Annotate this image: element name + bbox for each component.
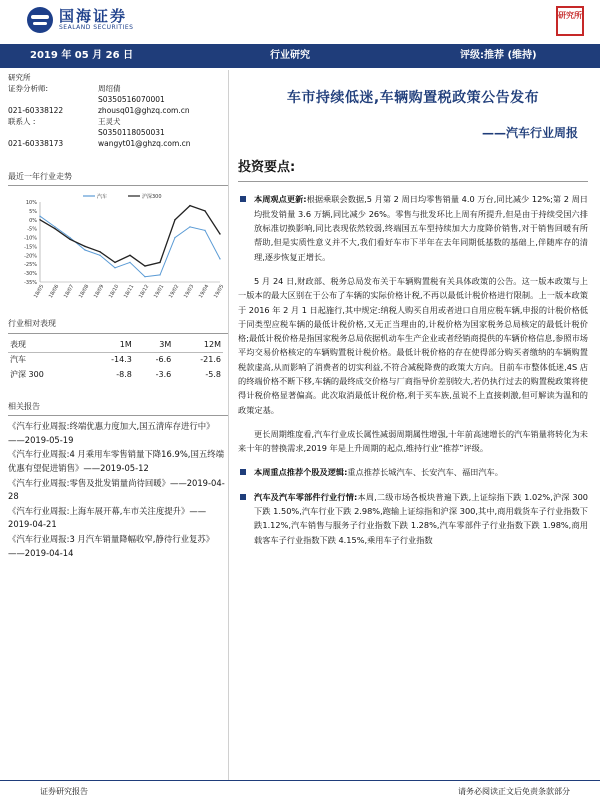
y-tick-label: -15%	[24, 244, 37, 251]
x-tick-label: 18/09	[92, 284, 106, 300]
legend-label: 沪深300	[142, 194, 162, 201]
analyst-email[interactable]: zhousq01@ghzq.com.cn	[98, 106, 190, 115]
table-header: 1M	[84, 338, 134, 353]
data-point	[69, 237, 70, 238]
seal-stamp: 研究所	[556, 6, 584, 36]
data-point	[39, 219, 40, 220]
performance-table	[8, 338, 223, 383]
investment-heading: 投资要点:	[238, 158, 588, 182]
data-point	[219, 234, 220, 235]
data-point	[54, 227, 55, 228]
contact-phone: 021-60338173	[8, 139, 64, 148]
data-point	[174, 219, 175, 220]
weekly-view-paragraph	[238, 192, 588, 263]
perf-title: 行业相对表现	[8, 318, 228, 333]
related-title: 相关报告	[8, 401, 228, 416]
data-point	[54, 228, 55, 229]
weekly-view-text: 根据乘联会数据,5 月第 2 周日均零售销量 4.0 万台,同比减少 12%;第 2 周日均批发销量 3.6 万辆,同比减少 26%。零售与批发环比上周有所提升,但是由于持续受国六排放标准切换影响,同比表现依然较弱,终端国五车型持续加大力度降价销售,对于销售回暖有所帮助,但是实质性意义并不大,我们看好车市下半年在去年同期低基数的基础上,伴随库存的清理,逐步恢复正增长。	[254, 194, 588, 262]
data-point	[189, 205, 190, 206]
analyst-phone: 021-60338122	[8, 106, 64, 115]
contact-email[interactable]: wangyt01@ghzq.com.cn	[98, 139, 191, 148]
data-point	[39, 216, 40, 217]
column-divider	[228, 70, 229, 780]
table-row	[8, 353, 223, 368]
table-cell: -5.8	[205, 370, 221, 380]
x-tick-label: 19/04	[197, 284, 211, 300]
analyst-info	[8, 72, 228, 149]
table-header-row	[8, 338, 223, 353]
table-cell: -8.8	[116, 370, 132, 380]
analyst-row	[8, 127, 228, 138]
page-subtitle: ——汽车行业周报	[481, 125, 578, 140]
table-cell: 沪深 300	[10, 370, 44, 380]
analyst-row	[8, 94, 228, 105]
contact-id: S0350118050031	[98, 128, 165, 137]
x-tick-label: 19/01	[152, 284, 166, 300]
x-tick-label: 18/05	[32, 284, 46, 300]
table-cell: 汽车	[10, 355, 26, 365]
x-tick-label: 18/08	[77, 284, 91, 300]
report-type: 行业研究	[270, 50, 310, 61]
x-tick-label: 19/03	[182, 284, 196, 300]
related-report-link[interactable]: 《汽车行业周报:零售及批发销量尚待回暖》——2019-04-28	[8, 477, 225, 502]
related-report-link[interactable]: 《汽车行业周报:终端优惠力度加大,国五清库存进行中》——2019-05-19	[8, 421, 215, 445]
y-tick-label: -10%	[24, 235, 37, 242]
table-header: 3M	[134, 338, 173, 353]
x-tick-label: 18/06	[47, 284, 61, 300]
stock-picks-paragraph	[238, 465, 588, 479]
analyst-row	[8, 83, 228, 94]
table-header: 12M	[173, 338, 223, 353]
main-content	[238, 72, 588, 547]
data-point	[69, 239, 70, 240]
analyst-row	[8, 138, 228, 149]
table-cell: -14.3	[111, 355, 132, 365]
report-date: 2019 年 05 月 26 日	[30, 50, 134, 61]
data-point	[84, 246, 85, 247]
contact-name: 王灵犬	[98, 117, 121, 126]
y-tick-label: -25%	[24, 262, 37, 269]
series-line-auto	[40, 217, 220, 278]
data-point	[114, 262, 115, 263]
data-point	[114, 267, 115, 268]
data-point	[129, 255, 130, 256]
data-point	[144, 266, 145, 267]
org-label: 研究所	[8, 73, 31, 82]
y-tick-label: -30%	[24, 271, 37, 278]
analyst-id: S0350516070001	[98, 95, 165, 104]
data-point	[159, 275, 160, 276]
related-report-link[interactable]: 《汽车行业周报:上海车展开幕,车市关注度提升》——2019-04-21	[8, 505, 207, 530]
x-tick-label: 19/05	[212, 284, 226, 300]
analyst-label: 证券分析师:	[8, 84, 49, 93]
analyst-row	[8, 105, 228, 116]
data-point	[204, 230, 205, 231]
x-tick-label: 18/11	[122, 284, 136, 300]
trend-chart-svg	[8, 190, 228, 310]
data-point	[159, 262, 160, 263]
stock-picks-text: 重点推荐长城汽车、长安汽车、福田汽车。	[347, 467, 503, 478]
data-point	[84, 250, 85, 251]
footer-left: 证券研究报告	[40, 787, 88, 796]
analyst-row	[8, 116, 228, 127]
legend-label: 汽车	[97, 194, 108, 201]
table-row	[8, 368, 223, 383]
logo-name-en: SEALAND SECURITIES	[59, 24, 134, 31]
page-header	[0, 0, 600, 44]
data-point	[174, 237, 175, 238]
stock-picks-label: 本周重点推荐个股及逻辑:	[254, 467, 348, 478]
related-report-link[interactable]: 《汽车行业周报:4 月乘用车零售销量下降16.9%,国五终端优惠有望促进销售》——2019-05-12	[8, 449, 224, 473]
y-tick-label: 5%	[29, 209, 37, 216]
x-tick-label: 18/07	[62, 284, 76, 300]
analyst-name: 周绍倩	[98, 84, 121, 93]
data-point	[219, 259, 220, 260]
footer-right: 请务必阅读正文后免责条款部分	[458, 787, 570, 796]
y-tick-label: 10%	[25, 200, 37, 207]
data-point	[189, 227, 190, 228]
x-tick-label: 18/10	[107, 284, 121, 300]
contact-label: 联系人 :	[8, 117, 36, 126]
market-text: 本周,二级市场各板块普遍下跌,上证综指下跌 1.02%,沪深 300 下跌 1.50%,汽车行业下跌 2.98%,跑输上证综指和沪深 300,其中,商用载货车子行业指数下跌1.12%,汽车销售与服务子行业指数下跌 1.28%,汽车零部件子行业指数下跌 1.98%,商用载客车子行业指数下跌 4.15%,乘用车子行业指数	[254, 491, 588, 545]
y-tick-label: -35%	[24, 280, 37, 287]
policy-paragraph: 5 月 24 日,财政部、税务总局发布关于车辆购置税有关具体政策的公告。这一版本政策与上一版本的最大区别在于公布了车辆的实际价格计税,不再以最低计税价格进行限制。上一版本政策于 2016 年 2 月 1 日起施行,其中规定:纳税人购买自用或者进口自用应税车辆,申报的计税价格低于同类型应税车辆的最低计税价格,又无正当理由的,计税价格为国家税务总局核定的最低计税价格;最低计税价格是指国家税务总局依据机动车生产企业或者经销商提供的车辆价格信息,参照市场平均交易价格核定的车辆购置税计税价格。最低计税价格的存在使得部分购买者缴纳的车辆购置税款虚高,从而影响了消费者的切实利益,不符合减税降费的政策大方向。目前车市整体低迷,4S 店的终端价格不断下移,车辆的最终成交价格与厂商指导价差别较大,若仍执行过去的购置税政策将使得计税价格显著偏高。此次取消最低计税价格,利于买车族,虽说不上直接刺激,但可解读为温和的政策定基。	[238, 275, 588, 415]
market-paragraph	[238, 490, 588, 547]
trend-chart	[8, 190, 228, 310]
x-tick-label: 19/02	[167, 284, 181, 300]
logo	[27, 7, 133, 33]
table-cell: -21.6	[200, 355, 221, 365]
y-tick-label: -5%	[27, 227, 37, 234]
data-point	[99, 251, 100, 252]
data-point	[144, 276, 145, 277]
info-bar	[0, 44, 600, 68]
sidebar	[8, 72, 228, 561]
logo-mark-icon	[27, 7, 53, 33]
data-point	[99, 255, 100, 256]
related-reports	[8, 420, 226, 560]
data-point	[204, 211, 205, 212]
logo-name-cn: 国海证券	[59, 7, 128, 25]
market-label: 汽车及汽车零部件行业行情:	[254, 491, 358, 502]
data-point	[129, 262, 130, 263]
page-footer	[0, 780, 600, 800]
weekly-view-label: 本周观点更新:	[254, 194, 307, 205]
rating: 评级:推荐 (维持)	[460, 50, 537, 61]
page-title: 车市持续低迷,车辆购置税政策公告发布	[286, 90, 540, 106]
table-cell: -3.6	[155, 370, 172, 380]
related-report-link[interactable]: 《汽车行业周报:3 月汽车销量降幅收窄,静待行业复苏》——2019-04-14	[8, 533, 215, 558]
table-cell: -6.6	[155, 355, 172, 365]
x-tick-label: 18/12	[137, 284, 151, 300]
table-header: 表现	[8, 338, 84, 353]
outlook-paragraph: 更长周期维度看,汽车行业成长属性减弱周期属性增强,十年前高速增长的汽车销量将转化为未来十年的替换需求,2019 年是上升周期的起点,维持行业“推荐”评级。	[238, 428, 588, 454]
y-tick-label: -20%	[24, 253, 37, 260]
y-tick-label: 0%	[29, 218, 37, 225]
trend-title: 最近一年行业走势	[8, 171, 228, 186]
